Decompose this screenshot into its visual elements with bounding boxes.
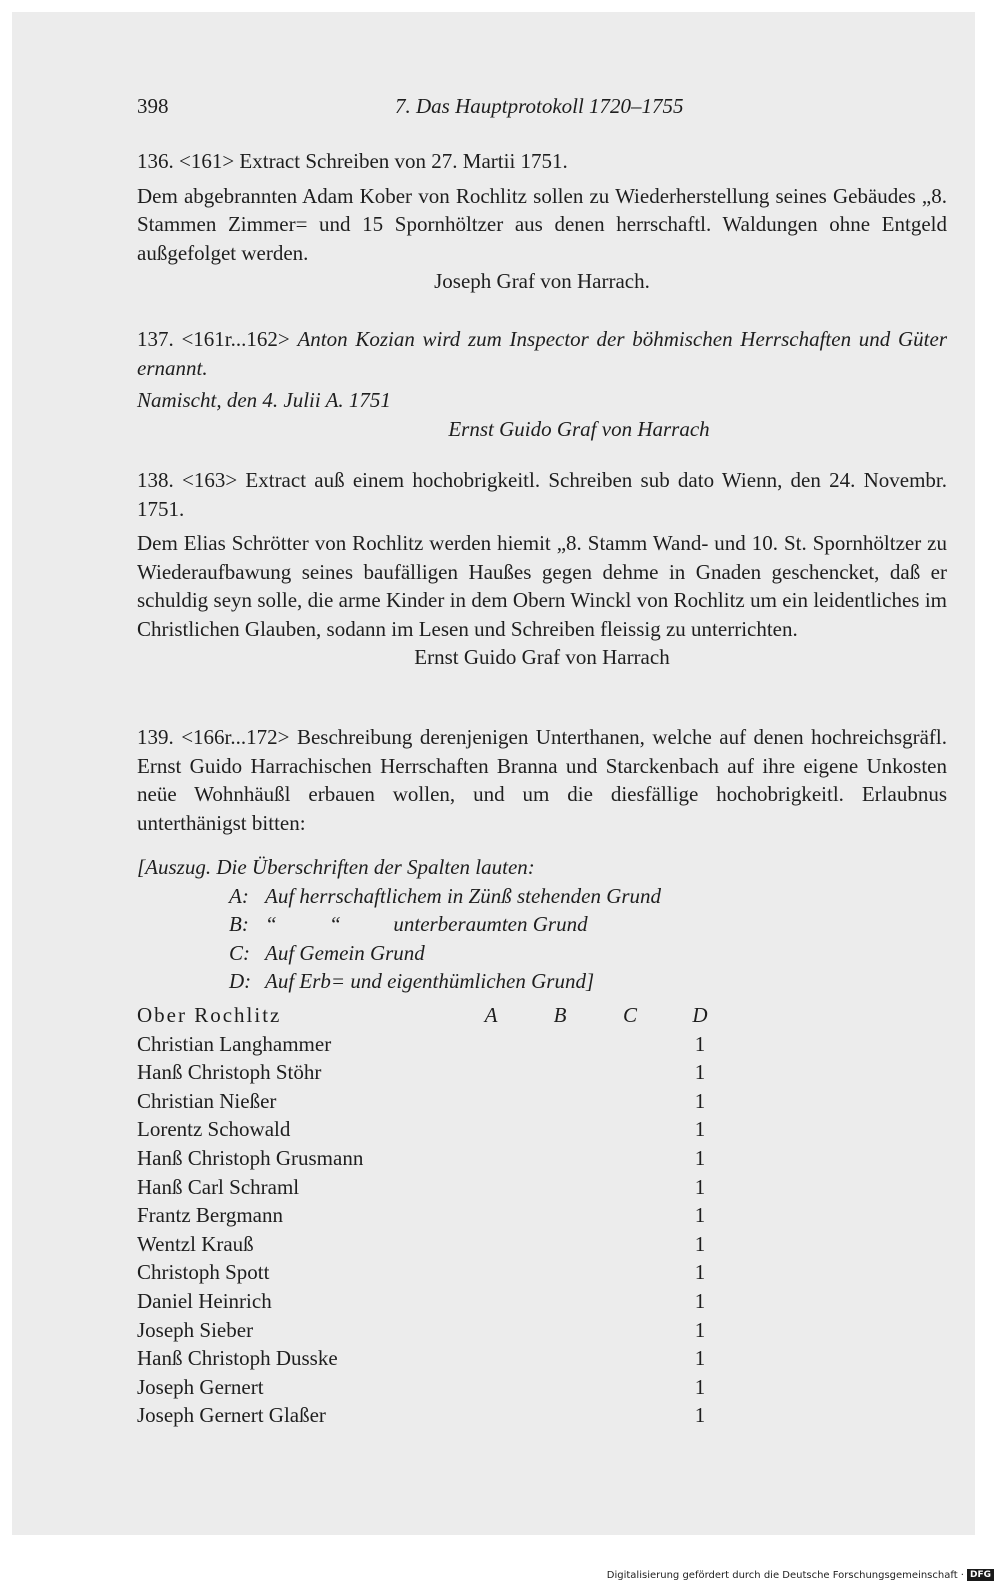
count-d: 1 [694,1317,706,1342]
count-d: 1 [694,1088,706,1113]
col-header-b: B [553,1003,567,1027]
resident-name: Joseph Gernert Glaßer [137,1403,326,1428]
legend-row: C: Auf Gemein Grund [229,940,425,965]
resident-name: Christian Nießer [137,1088,277,1113]
resident-name: Christian Langhammer [137,1031,332,1056]
entry-signature: Ernst Guido Graf von Harrach [448,416,710,441]
count-d: 1 [694,1403,706,1428]
count-d: 1 [694,1260,706,1285]
table-row [137,1087,737,1116]
legend-row: B: “ “ unterberaumten Grund [229,912,588,936]
resident-name: Hanß Carl Schraml [137,1174,300,1199]
entry-heading-italic: Anton Kozian wird zum Inspector der böhmischen Herrschaften und Güter ernannt. [137,327,947,380]
table-row [137,1373,737,1402]
footer-text: Digitalisierung gefördert durch die Deutsche Forschungsgemeinschaft · [606,1569,964,1581]
table-row [137,1115,737,1144]
resident-name: Wentzl Krauß [137,1231,254,1256]
entry-body: Dem Elias Schrötter von Rochlitz werden hiemit „8. Stamm Wand- und 10. St. Spornhöltzer zu Wiederaufbawung seines baufälligen Haußes gegen dehme in Gnaden geschencket, daß er schuldig seyn solle, die arme Kinder in dem Obern Winckl von Rochlitz um ein leidentliches im Christlichen Glauben, sodann im Lesen und Schreiben fleissig zu unterrichten. [137,531,947,641]
entry-heading: 139. <166r...172> Beschreibung derenjenigen Unterthanen, welche auf denen hochreichsgräfl. Ernst Guido Harrachischen Herrschaften Branna und Starckenbach auf ihre eigene Unkosten neüe Wohnhäußl erbauen wollen, und um die diesfällige hochobrigkeitl. Erlaubnus unterthänigst bitten: [137,725,947,835]
table-body [137,1030,737,1430]
entry-signature: Joseph Graf von Harrach. [434,269,650,293]
residents-table [137,1001,737,1430]
section-heading: Ober Rochlitz [137,1003,282,1027]
entry-heading: 138. <163> Extract auß einem hochobrigkeitl. Schreiben sub dato Wienn, den 24. Novembr. 1751. [137,468,947,521]
entry-heading [137,325,947,382]
entry-137 [137,325,947,443]
resident-name: Hanß Christoph Dusske [137,1346,338,1371]
resident-name: Lorentz Schowald [137,1117,291,1142]
count-d: 1 [694,1374,706,1399]
count-d: 1 [694,1346,706,1371]
table-header-row [137,1001,737,1030]
count-d: 1 [694,1288,706,1313]
count-d: 1 [694,1174,706,1199]
resident-name: Daniel Heinrich [137,1288,272,1313]
table-row [137,1201,737,1230]
column-legend [137,853,947,996]
resident-name: Joseph Gernert [137,1374,264,1399]
count-d: 1 [694,1117,706,1142]
table-row [137,1144,737,1173]
dfg-logo: DFG [967,1569,994,1581]
table-row [137,1173,737,1202]
resident-name: Joseph Sieber [137,1317,254,1342]
entry-place-date: Namischt, den 4. Julii A. 1751 [137,388,391,412]
table-row [137,1316,737,1345]
entry-heading: 136. <161> Extract Schreiben von 27. Martii 1751. [137,149,568,173]
legend-row: A: Auf herrschaftlichem in Zünß stehenden Grund [229,883,662,908]
table-row [137,1258,737,1287]
table-row [137,1401,737,1430]
count-d: 1 [694,1060,706,1085]
count-d: 1 [694,1031,706,1056]
excerpt-intro: [Auszug. Die Überschriften der Spalten lauten: [137,855,535,879]
resident-name: Hanß Christoph Stöhr [137,1060,322,1085]
entry-heading-prefix: 137. <161r...162> [137,327,290,351]
table-row [137,1344,737,1373]
entry-body: Dem abgebrannten Adam Kober von Rochlitz sollen zu Wiederherstellung seines Gebäudes „8. Stammen Zimmer= und 15 Spornhöltzer aus denen herrschaftl. Waldungen ohne Entgeld außgefolget werden. [137,183,947,265]
resident-name: Frantz Bergmann [137,1203,283,1228]
table-row [137,1030,737,1059]
col-header-d: D [692,1003,708,1027]
legend-row: D: Auf Erb= und eigenthümlichen Grund] [229,969,595,993]
table-row [137,1058,737,1087]
col-header-a: A [484,1003,498,1027]
running-title: 7. Das Hauptprotokoll 1720–1755 [395,94,684,118]
entry-signature: Ernst Guido Graf von Harrach [414,645,670,669]
resident-name: Christoph Spott [137,1260,270,1285]
footer [607,1569,994,1581]
page-number: 398 [137,94,169,118]
count-d: 1 [694,1231,706,1256]
resident-name: Hanß Christoph Grusmann [137,1145,364,1170]
count-d: 1 [694,1145,706,1170]
entry-139 [137,723,947,837]
count-d: 1 [694,1203,706,1228]
entry-136 [137,147,947,296]
table-row [137,1287,737,1316]
col-header-c: C [622,1003,637,1027]
entry-138 [137,466,947,672]
table-row [137,1230,737,1259]
